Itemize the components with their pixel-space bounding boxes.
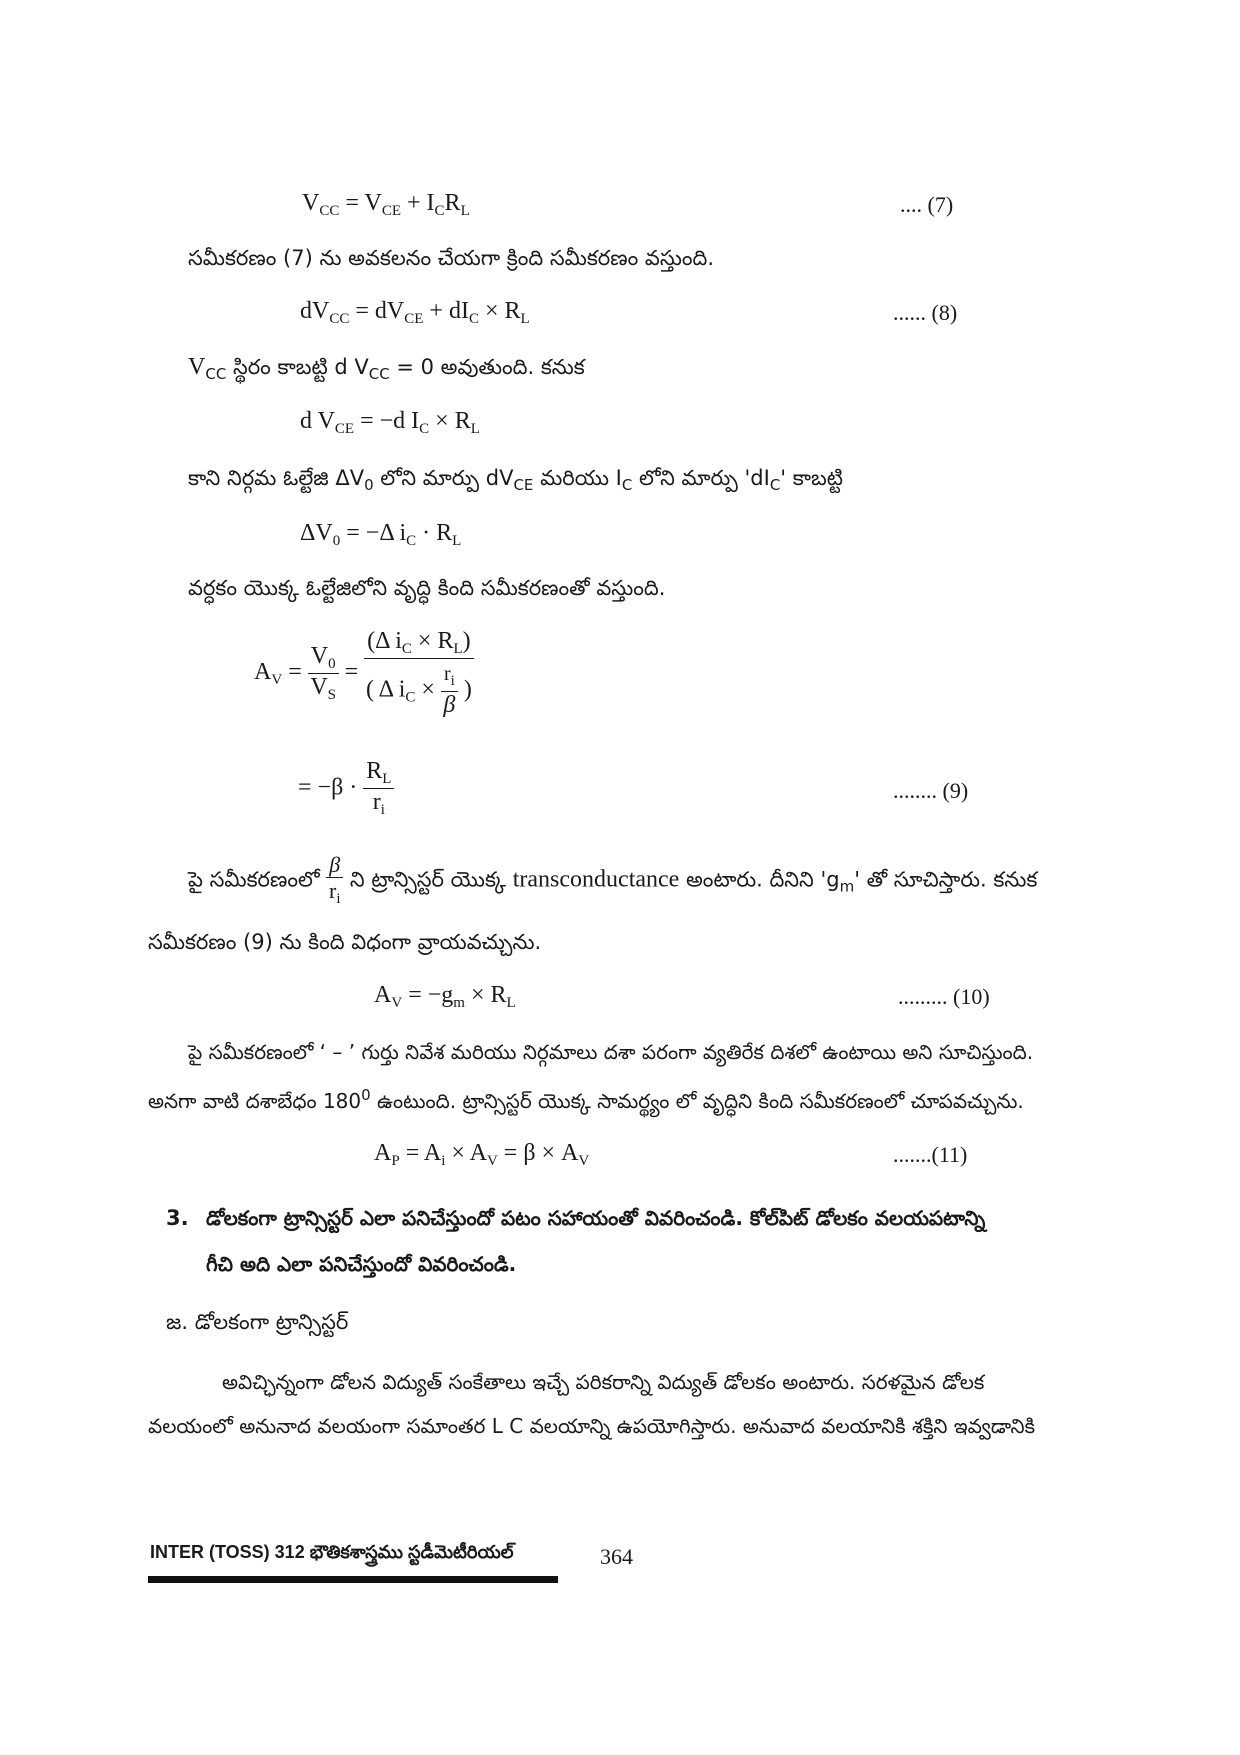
equation-11: $A_P = A_i \times A_V = \beta \times A_V$ xyxy=(374,1140,590,1169)
paragraph-3-line-1: అవిచ్ఛిన్నంగా డోలన విద్యుత్ సంకేతాలు ఇచ్చే పరికరాన్ని విద్యుత్ డోలకం అంటారు. సరళమైన డోలక xyxy=(222,1370,985,1394)
equation-10-number: ......... (10) xyxy=(898,984,990,1009)
fraction-ri-beta: $\frac{r_i}{\beta}$ xyxy=(441,663,458,719)
question-number: 3. xyxy=(166,1206,189,1230)
paragraph-1-line-2: సమీకరణం (9) ను కింది విధంగా వ్రాయవచ్చును. xyxy=(148,930,542,954)
question-line-2: గీచి అది ఎలా పనిచేస్తుందో వివరించండి. xyxy=(206,1252,517,1276)
equation-av: $A_V$ = $\frac{V_0}{V_S}$ = (Δ $i_C \times R_L$) ( Δ $i_C$ × $\frac{r_i}{\beta}$ ) xyxy=(254,628,472,718)
answer-heading: జ. డోలకంగా ట్రాన్సిస్టర్ xyxy=(166,1310,349,1334)
fraction-v0-vs: $\frac{V_0}{V_S}$ xyxy=(308,643,339,705)
equation-dvce: d $V_{CE} = -d$ $I_C \times R_L$ xyxy=(300,408,480,437)
paragraph-1-line-1: పై సమీకరణంలో $\frac{\beta}{r_i}$ ని ట్రాన్సిస్టర్ యొక్క transconductance అంటారు. దీనిని '$g_m$' తో సూచిస్తారు. కనుక xyxy=(188,852,1038,908)
question-line-1: డోలకంగా ట్రాన్సిస్టర్ ఎలా పనిచేస్తుందో పటం సహాయంతో వివరించండి. కోల్‌పిట్ డోలకం వలయపటాన్ని xyxy=(206,1206,986,1230)
equation-9-number: ........ (9) xyxy=(893,778,969,803)
equation-9: = −β · $\frac{R_L}{r_i}$ xyxy=(298,758,394,820)
fraction-rl-ri: $\frac{R_L}{r_i}$ xyxy=(363,758,394,820)
equation-dv0: $\Delta V_0 = -\Delta$ $i_C \cdot R_L$ xyxy=(300,520,462,549)
text-line-1: సమీకరణం (7) ను అవకలనం చేయగా క్రింది సమీకరణం వస్తుంది. xyxy=(188,246,715,270)
text-line-3: కాని నిర్గమ ఓల్టేజి $\Delta V_0$ లోని మార్పు $dV_{CE}$ మరియు $I_C$ లోని మార్పు '$dI_C$' కాబట్టి xyxy=(188,466,843,494)
paragraph-2-line-1: పై సమీకరణంలో ‘ – ’ గుర్తు నివేశ మరియు నిర్గమాలు దశా పరంగా వ్యతిరేక దిశలో ఉంటాయి అని సూచిస్తుంది. xyxy=(188,1040,1034,1064)
text-line-4: వర్ధకం యొక్క ఓల్టేజిలోని వృద్ధి కింది సమీకరణంతో వస్తుంది. xyxy=(188,576,666,600)
fraction-beta-ri: $\frac{\beta}{r_i}$ xyxy=(326,852,343,909)
equation-7-number: .... (7) xyxy=(900,192,954,217)
equation-7: $V_{CC} = V_{CE} + I_CR_L$ xyxy=(302,190,470,219)
equation-11-number: .......(11) xyxy=(893,1142,968,1167)
equation-8: $dV_{CC} = dV_{CE} + dI_C \times R_L$ xyxy=(300,298,530,327)
equation-10: $A_V = -g_m \times R_L$ xyxy=(374,982,516,1011)
fraction-av-main: (Δ $i_C \times R_L$) ( Δ $i_C$ × $\frac{r_i}{\beta}$ ) xyxy=(365,628,472,718)
equation-8-number: ...... (8) xyxy=(893,300,958,325)
footer-title: INTER (TOSS) 312 భౌతికశాస్త్రము స్టడీమెటీరియల్ xyxy=(150,1542,514,1562)
page-number: 364 xyxy=(600,1544,633,1569)
paragraph-2-line-2: అనగా వాటి దశాబేధం $180^0$ ఉంటుంది. ట్రాన్సిస్టర్ యొక్క సామర్థ్యం లో వృద్ధిని కింది సమీకరణంలో చూపవచ్చును. xyxy=(148,1086,1024,1113)
footer-bar xyxy=(148,1576,558,1583)
text-line-2: $V_{CC}$ స్థిరం కాబట్టి d $V_{CC} = 0$ అవుతుంది. కనుక xyxy=(188,354,585,383)
paragraph-3-line-2: వలయంలో అనునాద వలయంగా సమాంతర L C వలయాన్ని ఉపయోగిస్తారు. అనువాద వలయానికి శక్తిని ఇవ్వడానికి xyxy=(148,1414,1036,1438)
